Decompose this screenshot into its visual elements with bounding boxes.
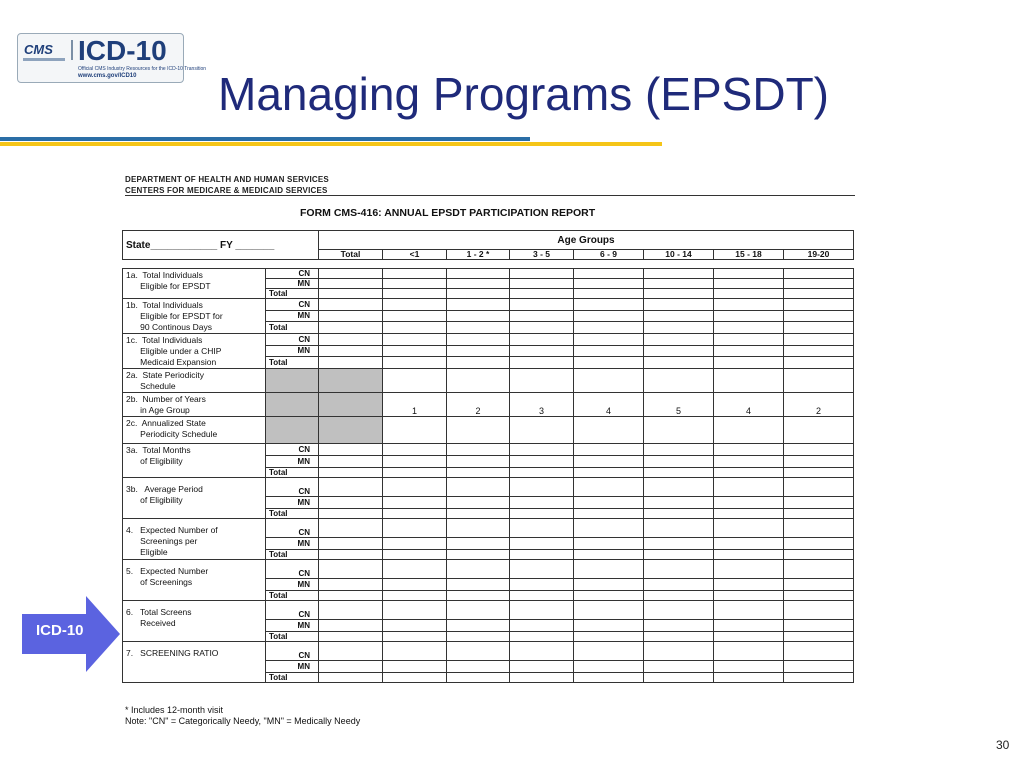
sub-total: Total bbox=[266, 468, 319, 478]
table-row bbox=[123, 334, 854, 346]
row-label-1a: 1a. Total Individuals Eligible for EPSDT bbox=[123, 269, 266, 299]
row-label-4: 4. Expected Number of Screenings per Eligible bbox=[123, 519, 266, 560]
row-label-1b: 1b. Total Individuals Eligible for EPSDT for 90 Continous Days bbox=[123, 299, 266, 334]
table-row bbox=[123, 601, 854, 620]
sub-cn: CN bbox=[266, 334, 319, 346]
sub-mn: MN bbox=[266, 538, 319, 550]
sub-total: Total bbox=[266, 591, 319, 601]
table-row bbox=[123, 560, 854, 579]
table-row bbox=[123, 369, 854, 393]
sub-mn: MN bbox=[266, 620, 319, 632]
row-label-6: 6. Total Screens Received bbox=[123, 601, 266, 642]
state-fy-cell: State____________ FY _______ bbox=[123, 231, 319, 260]
sub-total: Total bbox=[266, 550, 319, 560]
callout-label: ICD-10 bbox=[36, 622, 84, 639]
table-row bbox=[123, 393, 854, 417]
cms-icd10-logo bbox=[17, 33, 207, 83]
page-number: 30 bbox=[996, 738, 1010, 752]
col-header-under-1: <1 bbox=[383, 250, 447, 260]
years-10-14: 5 bbox=[644, 393, 714, 417]
logo-tagline: Official CMS Industry Resources for the ICD-10 Transition bbox=[78, 66, 207, 72]
col-header-total: Total bbox=[319, 250, 383, 260]
sub-mn: MN bbox=[266, 661, 319, 673]
row-label-3b: 3b. Average Period of Eligibility bbox=[123, 478, 266, 519]
col-header-6-9: 6 - 9 bbox=[574, 250, 644, 260]
years-15-18: 4 bbox=[714, 393, 784, 417]
header-spacer bbox=[123, 260, 854, 269]
row-label-2b: 2b. Number of Years in Age Group bbox=[123, 393, 266, 417]
col-header-1-2: 1 - 2 * bbox=[447, 250, 510, 260]
footnote-12-month: * Includes 12-month visit bbox=[125, 705, 224, 715]
row-label-7: 7. SCREENING RATIO bbox=[123, 642, 266, 683]
table-row bbox=[123, 444, 854, 456]
cms-wordmark: CMS bbox=[24, 42, 53, 57]
col-header-19-20: 19-20 bbox=[784, 250, 854, 260]
sub-cn: CN bbox=[266, 642, 319, 661]
sub-cn: CN bbox=[266, 560, 319, 579]
sub-cn: CN bbox=[266, 601, 319, 620]
table-row bbox=[123, 417, 854, 444]
sub-mn: MN bbox=[266, 579, 319, 591]
sub-cn: CN bbox=[266, 444, 319, 456]
row-label-1c: 1c. Total Individuals Eligible under a CHIP Medicaid Expansion bbox=[123, 334, 266, 369]
table-row bbox=[123, 519, 854, 538]
sub-cn: CN bbox=[266, 519, 319, 538]
sub-mn: MN bbox=[266, 279, 319, 289]
col-header-15-18: 15 - 18 bbox=[714, 250, 784, 260]
icd10-arrow-callout bbox=[22, 596, 122, 672]
table-row bbox=[123, 299, 854, 311]
years-1-2: 2 bbox=[447, 393, 510, 417]
sub-mn: MN bbox=[266, 456, 319, 468]
sub-mn: MN bbox=[266, 345, 319, 357]
form-department: DEPARTMENT OF HEALTH AND HUMAN SERVICES bbox=[125, 175, 329, 184]
row-label-2a: 2a. State Periodicity Schedule bbox=[123, 369, 266, 393]
slide-title: Managing Programs (EPSDT) bbox=[218, 68, 829, 120]
logo-divider bbox=[71, 40, 73, 60]
sub-cn: CN bbox=[266, 269, 319, 279]
icd10-wordmark: ICD-10 bbox=[78, 35, 167, 66]
row-label-2c: 2c. Annualized State Periodicity Schedule bbox=[123, 417, 266, 444]
table-row bbox=[123, 478, 854, 497]
logo-url: www.cms.gov/ICD10 bbox=[78, 73, 137, 79]
sub-total: Total bbox=[266, 357, 319, 369]
col-header-10-14: 10 - 14 bbox=[644, 250, 714, 260]
sub-mn: MN bbox=[266, 310, 319, 322]
sub-mn: MN bbox=[266, 497, 319, 509]
col-header-3-5: 3 - 5 bbox=[510, 250, 574, 260]
age-groups-header: Age Groups bbox=[319, 231, 854, 250]
table-row bbox=[123, 642, 854, 661]
form-header-rule bbox=[125, 195, 855, 196]
sub-total: Total bbox=[266, 632, 319, 642]
sub-total: Total bbox=[266, 673, 319, 683]
footnote-cn-mn: Note: "CN" = Categorically Needy, "MN" = Medically Needy bbox=[125, 716, 361, 726]
sub-total: Total bbox=[266, 509, 319, 519]
table-header-row bbox=[123, 231, 854, 250]
years-under-1: 1 bbox=[383, 393, 447, 417]
row-label-5: 5. Expected Number of Screenings bbox=[123, 560, 266, 601]
table-row bbox=[123, 269, 854, 279]
row-label-3a: 3a. Total Months of Eligibility bbox=[123, 444, 266, 478]
sub-total: Total bbox=[266, 322, 319, 334]
title-rule-gold bbox=[0, 142, 662, 146]
sub-total: Total bbox=[266, 289, 319, 299]
form-title: FORM CMS-416: ANNUAL EPSDT PARTICIPATION REPORT bbox=[300, 207, 596, 219]
epsdt-report-table bbox=[122, 230, 854, 683]
sub-cn: CN bbox=[266, 478, 319, 497]
years-3-5: 3 bbox=[510, 393, 574, 417]
sub-cn: CN bbox=[266, 299, 319, 311]
years-6-9: 4 bbox=[574, 393, 644, 417]
title-rule-blue bbox=[0, 137, 530, 141]
cms-underline-decoration bbox=[23, 58, 65, 61]
form-centers: CENTERS FOR MEDICARE & MEDICAID SERVICES bbox=[125, 186, 328, 195]
years-19-20: 2 bbox=[784, 393, 854, 417]
